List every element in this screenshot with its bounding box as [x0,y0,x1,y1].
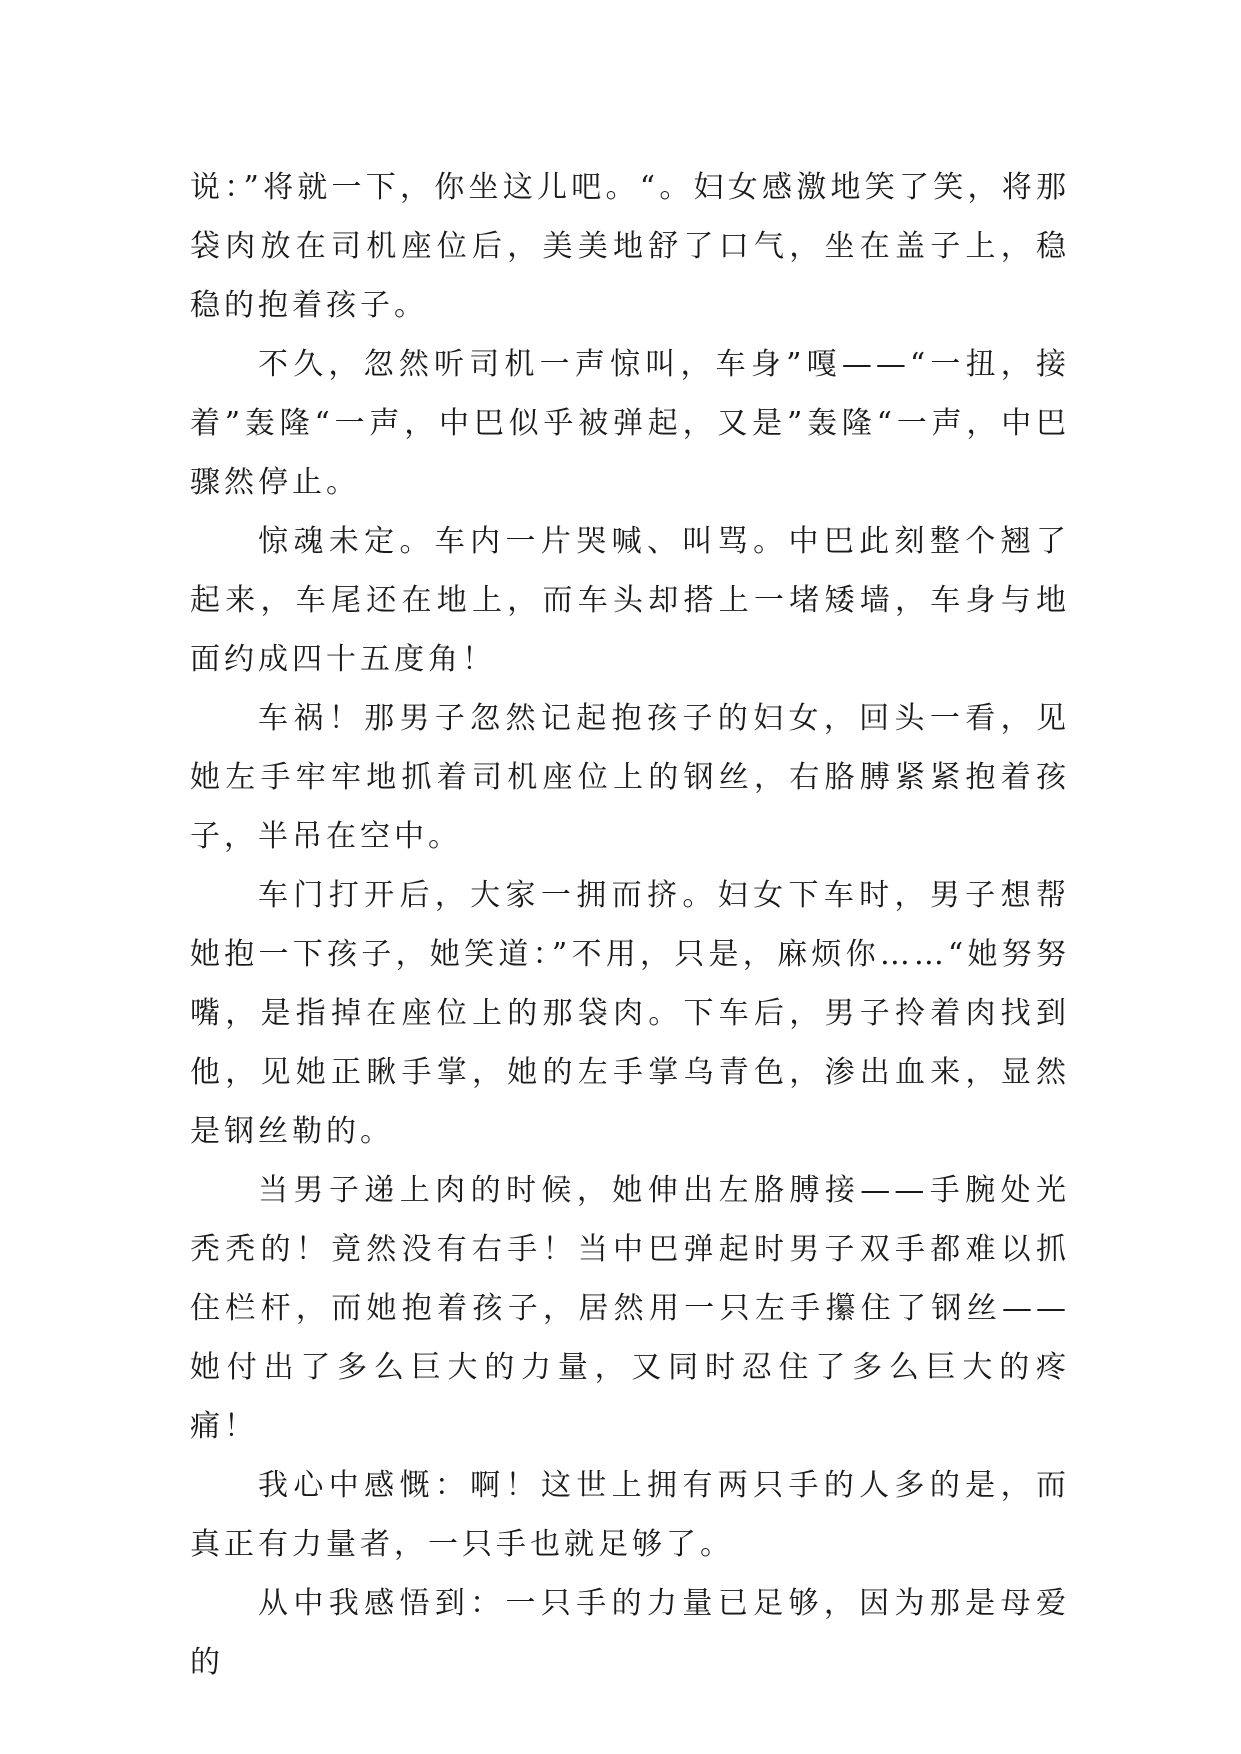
paragraph-8: 从中我感悟到：一只手的力量已足够，因为那是母爱的 [190,1586,1070,1680]
paragraph-2: 不久，忽然听司机一声惊叫，车身”嘎——“一扭，接着”轰隆“一声，中巴似乎被弹起，又是”轰隆“一声，中巴骤然停止。 [190,347,1070,500]
body-text [190,158,1070,1692]
paragraph-3: 惊魂未定。车内一片哭喊、叫骂。中巴此刻整个翘了起来，车尾还在地上，而车头却搭上一堵矮墙，车身与地面约成四十五度角！ [190,524,1070,677]
paragraph-6: 当男子递上肉的时候，她伸出左胳膊接——手腕处光秃秃的！竟然没有右手！当中巴弹起时男子双手都难以抓住栏杆，而她抱着孩子，居然用一只左手攥住了钢丝——她付出了多么巨大的力量，又同时忍住了多么巨大的疼痛！ [190,1173,1070,1444]
paragraph-1: 说：”将就一下，你坐这儿吧。“。妇女感激地笑了笑，将那袋肉放在司机座位后，美美地舒了口气，坐在盖子上，稳稳的抱着孩子。 [190,170,1070,323]
paragraph-4: 车祸！那男子忽然记起抱孩子的妇女，回头一看，见她左手牢牢地抓着司机座位上的钢丝，右胳膊紧紧抱着孩子，半吊在空中。 [190,701,1070,854]
paragraph-7: 我心中感慨：啊！这世上拥有两只手的人多的是，而真正有力量者，一只手也就足够了。 [190,1468,1070,1562]
paragraph-5: 车门打开后，大家一拥而挤。妇女下车时，男子想帮她抱一下孩子，她笑道：”不用，只是，麻烦你……“她努努嘴，是指掉在座位上的那袋肉。下车后，男子拎着肉找到他，见她正瞅手掌，她的左手掌乌青色，渗出血来，显然是钢丝勒的。 [190,878,1070,1149]
